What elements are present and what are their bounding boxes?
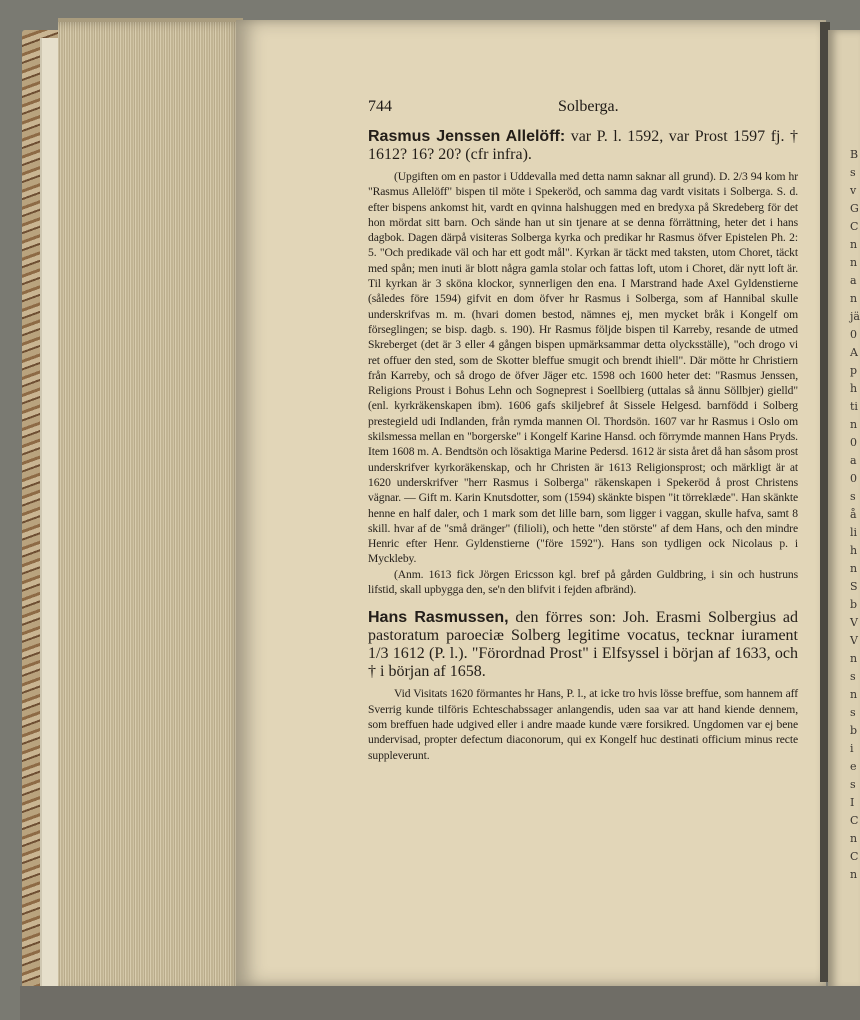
adjacent-page-fragment: v — [850, 184, 857, 197]
adjacent-page-fragment: C — [850, 220, 859, 233]
adjacent-page-fragment: n — [850, 832, 858, 845]
adjacent-page-fragment: b — [850, 724, 858, 737]
adjacent-page-fragment: 0 — [850, 328, 857, 341]
adjacent-page-fragment: a — [850, 454, 857, 467]
adjacent-page-fragment: jä — [850, 310, 860, 323]
entry-heading — [368, 128, 798, 164]
adjacent-page-fragment: i — [850, 742, 854, 755]
adjacent-page-fragment: 0 — [850, 436, 857, 449]
adjacent-page-fragment: s — [850, 166, 856, 179]
adjacent-page-fragment: C — [850, 814, 859, 827]
adjacent-page-fragment: n — [850, 238, 858, 251]
entry-paragraph: (Upgiften om en pastor i Uddevalla med detta namn saknar all grund). D. 2/3 94 kom hr "Rasmus Allelöff" bispen til möte i Spekeröd, och samma dag vardt visitats i Solberga. S. d. efter bispens ankomst hit, vardt en qvinna halshuggen med en bredyxa på Skredeberg för det hon mördat sitt barn. Och sände han ut sin tjenare at se denna förrättning, heter det i hans dagbok. Dagen därpå visiteras Solberga kyrka och predikar hr Rasmus öfver Epistelen Ph. 2: 5. "Och predikade väl och har ett godt mål". Kyrkan är täckt med taksten, utom Choret, täckt med spån; men inuti är blott några gamla stolar och fattas loft, utom i Choret, där nytt loft är. Til kyrkan är 3 sköna klockor, synnerligen den ena. I Marstrand hade Axel Gyldenstierne (således före 1594) gifvit en dom öfver hr Rasmus i Solberga, som af Hannibal skulle underskrifvas m. m. (hvari domen bestod, nämnes ej, men mycket bråk i Kongelf om förseglingen; se bisp. dagb. s. 190). Hr Rasmus följde bispen til Karreby, resande de utmed Skreberget (det är 3 eller 4 gången bispen upmärksammar detta olycksställe), "och drogo vi ret offuer den sted, som de Skotter bleffue smugit och brendt ihiell". Där mötte hr Christiern från Karreby, och så drogo de öfver Jäger etc. 1598 och 1600 heter det: "Rasmus Jenssen, Religions Proust i Bohus Lehn och Sogneprest i Soellbierg (uttalas så ännu Söllbjer) gielld" (enl. kyrkräkenskapen ibm). 1606 gafs skiljebref åt Sissele Helgesd. barnfödd i Solberg prestegield udi Indlanden, från rymda mannen Ol. Thordsön. 1607 var hr Rasmus i Oslo om skilsmessa mellan en "borgerske" i Kongelf Karine Hansd. och förrymde mannen Hans Pryds. Item 1608 m. A. Bendtsön och lösaktiga Marine Pedersd. 1612 är sista året då han såsom prost underskrifver kyrkoräkenskap, och hr Christen är 1613 Religionsprost; och märkligt är at 1620 underskrifver "herr Rasmus i Solberga" räkenskapen i Spekeröd å prost Christens vägnar. — Gift m. Karin Knutsdotter, som (1594) skänkte bispen "it törreklæde". Han skänkte henne en half daler, och 1 mark som det lille barn, som ligger i vaggan, skulle hafva, samt 8 skill. hvar af de "små dränger" (filioli), och hette "den störste" af dem Hans, och den mindre Henric efter Henr. Gyldenstierne ("före 1592"). Hans son tydligen ock Nicolaus p. i Myckleby. — [368, 170, 798, 566]
page-text — [368, 128, 798, 763]
adjacent-page-fragment: A — [850, 346, 858, 359]
adjacent-page-fragment: s — [850, 778, 856, 791]
adjacent-page-fragment: li — [850, 526, 858, 539]
entry-name: Hans Rasmussen, — [368, 609, 509, 627]
table-surface — [20, 986, 860, 1020]
entry-heading-text: den förres son: Joh. Erasmi Solbergius ad pastoratum paroeciæ Solberg legitime vocatus, tecknar iurament 1/3 1612 (P. l.). "Förordnad Prost" i Elfsyssel i början af 1633, och † i början af 1658. — [368, 609, 798, 681]
entry-paragraph: Vid Visitats 1620 förmantes hr Hans, P. l., at icke tro hvis lösse breffue, som hannem aff Sverrig kunde tilföris Echteschabssager anlangendis, uden saa var att hand kiende dennem, som breffuen hade udgived eller i andre maade kunde være forsikred. Ungdomen var ej bene undervisad, propter defectum diaconorum, qui ex Kongelf huc destinati officium minus recte suppleverunt. — [368, 687, 798, 762]
adjacent-page-fragment: s — [850, 670, 856, 683]
adjacent-page-fragment: 0 — [850, 472, 857, 485]
adjacent-page-fragment: s — [850, 706, 856, 719]
adjacent-page-fragment: e — [850, 760, 857, 773]
entry-heading-text: var P. l. 1592, var Prost 1597 fj. † 1612? 16? 20? (cfr infra). — [368, 128, 798, 163]
adjacent-page-fragment: n — [850, 562, 858, 575]
adjacent-page-fragment: ti — [850, 400, 858, 413]
entry-paragraph: (Anm. 1613 fick Jörgen Ericsson kgl. bref på gården Guldbring, i sin och hustruns lifstid, skall upbygga den, se'n den blifvit i fejden afbränd). — [368, 567, 798, 597]
adjacent-page-fragment: p — [850, 364, 858, 377]
page-edges — [58, 22, 243, 992]
adjacent-page-fragment: G — [850, 202, 859, 215]
adjacent-page-fragment: å — [850, 508, 857, 521]
adjacent-page-fragment: V — [850, 616, 858, 629]
page-number: 744 — [368, 98, 392, 115]
adjacent-page-fragment: n — [850, 292, 858, 305]
adjacent-page-fragment: n — [850, 256, 858, 269]
adjacent-page-fragment: n — [850, 418, 858, 431]
adjacent-page-fragment: s — [850, 490, 856, 503]
adjacent-page-fragment: S — [850, 580, 858, 593]
adjacent-page-fragment: b — [850, 598, 858, 611]
adjacent-page-fragment: V — [850, 634, 858, 647]
entry-name: Rasmus Jenssen Allelöff: — [368, 128, 566, 145]
adjacent-page-fragment: n — [850, 868, 858, 881]
adjacent-page-fragment: B — [850, 148, 859, 161]
adjacent-page-fragment: I — [850, 796, 855, 809]
adjacent-page-fragment: a — [850, 274, 857, 287]
adjacent-page — [828, 30, 860, 990]
page-header — [368, 98, 798, 118]
entry-heading — [368, 609, 798, 681]
running-head: Solberga. — [558, 98, 619, 115]
adjacent-page-fragment: h — [850, 382, 858, 395]
adjacent-page-fragment: n — [850, 652, 858, 665]
adjacent-page-fragment: h — [850, 544, 858, 557]
adjacent-page-fragment: n — [850, 688, 858, 701]
adjacent-page-fragment: C — [850, 850, 859, 863]
